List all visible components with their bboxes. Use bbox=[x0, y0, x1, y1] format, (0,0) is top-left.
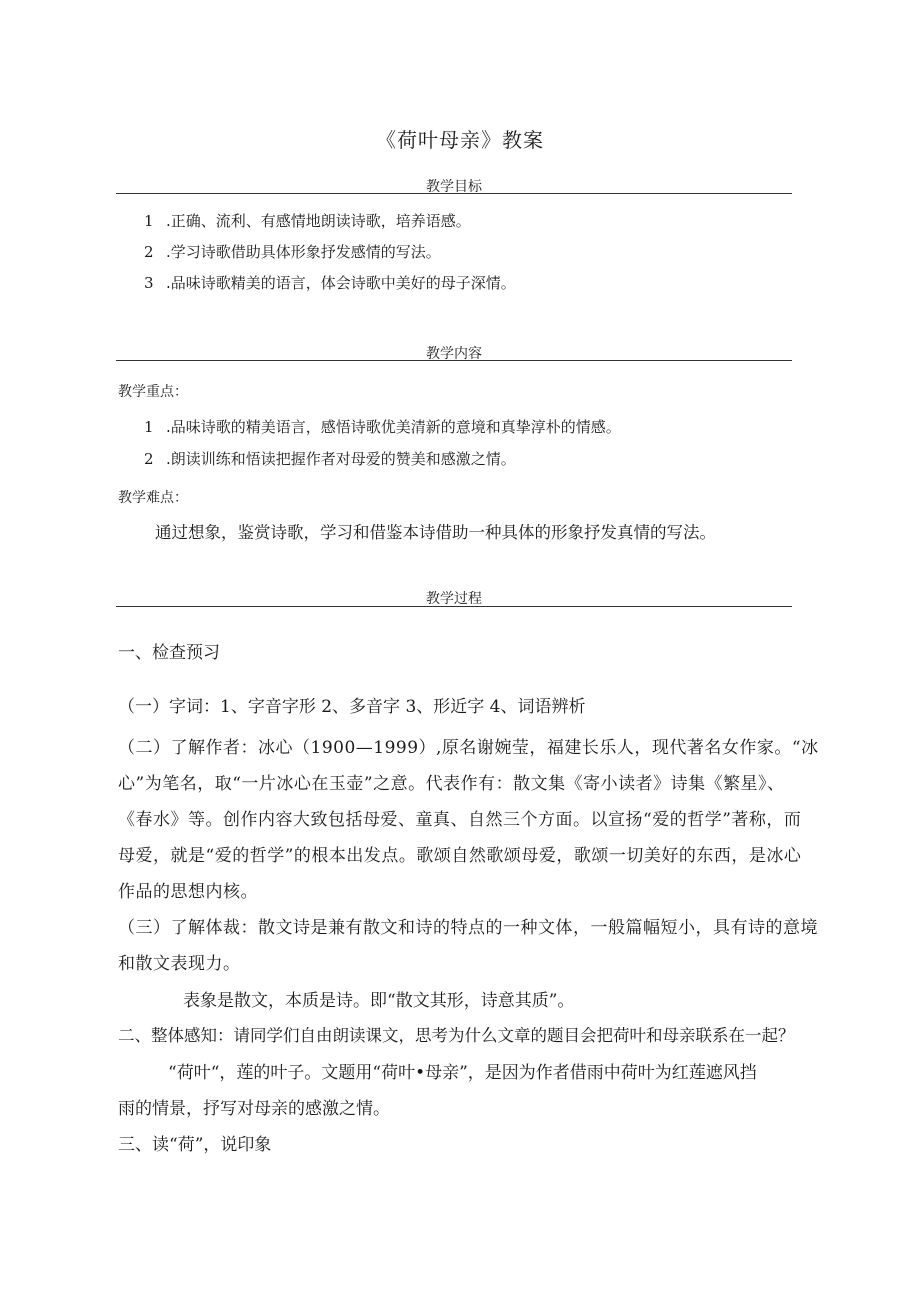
author-paragraph-line: 心”为笔名，取“一片冰心在玉壶”之意。代表作有：散文集《寄小读者》诗集《繁星》、 bbox=[118, 774, 785, 794]
step-1-heading: 一、检查预习 bbox=[118, 643, 220, 663]
objective-item bbox=[144, 210, 471, 231]
key-point-item bbox=[144, 448, 516, 469]
objective-item bbox=[144, 241, 441, 262]
item-number: 1 bbox=[144, 212, 154, 230]
author-paragraph-line: 母爱，就是“爱的哲学”的根本出发点。歌颂自然歌颂母爱，歌颂一切美好的东西，是冰心 bbox=[118, 846, 802, 866]
objective-item bbox=[144, 272, 516, 293]
step-2-heading: 二、整体感知：请同学们自由朗读课文，思考为什么文章的题目会把荷叶和母亲联系在一起？ bbox=[118, 1026, 795, 1045]
item-number: 2 bbox=[144, 450, 154, 468]
title-explanation-line: 雨的情景，抒写对母亲的感激之情。 bbox=[118, 1099, 390, 1119]
author-paragraph-line: 作品的思想内核。 bbox=[118, 882, 258, 902]
author-paragraph-line: 《春水》等。创作内容大致包括母爱、童真、自然三个方面。以宣扬“爱的哲学”著称，而 bbox=[118, 810, 802, 830]
section-heading-objectives: 教学目标 bbox=[426, 179, 482, 195]
item-text: .品味诗歌精美的语言，体会诗歌中美好的母子深情。 bbox=[166, 274, 516, 292]
genre-paragraph-line: 和散文表现力。 bbox=[118, 954, 241, 974]
section-divider bbox=[116, 606, 792, 607]
section-heading-process: 教学过程 bbox=[426, 591, 482, 607]
vocab-paragraph: （一）字词：1、字音字形 2、多音字 3、形近字 4、词语辨析 bbox=[118, 697, 586, 717]
section-divider bbox=[116, 360, 792, 361]
key-points-label: 教学重点： bbox=[118, 384, 188, 400]
title-explanation-line: “荷叶“，莲的叶子。文题用“荷叶•母亲”，是因为作者借雨中荷叶为红莲遮风挡 bbox=[168, 1063, 757, 1083]
genre-summary: 表象是散文，本质是诗。即“散文其形，诗意其质”。 bbox=[183, 991, 575, 1011]
difficult-points-label: 教学难点： bbox=[118, 490, 188, 506]
genre-paragraph-line: （三）了解体裁：散文诗是兼有散文和诗的特点的一种文体，一般篇幅短小，具有诗的意境 bbox=[118, 918, 818, 938]
page-title: 《荷叶母亲》教案 bbox=[376, 128, 544, 152]
author-paragraph-line: （二）了解作者：冰心（1900—1999）,原名谢婉莹，福建长乐人，现代著名女作家。“冰 bbox=[118, 738, 819, 758]
difficult-points-text: 通过想象，鉴赏诗歌，学习和借鉴本诗借助一种具体的形象抒发真情的写法。 bbox=[155, 523, 716, 542]
key-point-item bbox=[144, 416, 621, 437]
item-number: 1 bbox=[144, 418, 154, 436]
item-number: 2 bbox=[144, 243, 154, 261]
item-text: .品味诗歌的精美语言，感悟诗歌优美清新的意境和真挚淳朴的情感。 bbox=[166, 418, 621, 436]
item-number: 3 bbox=[144, 274, 154, 292]
section-divider bbox=[116, 193, 792, 194]
item-text: .学习诗歌借助具体形象抒发感情的写法。 bbox=[166, 243, 441, 261]
item-text: .正确、流利、有感情地朗读诗歌，培养语感。 bbox=[166, 212, 471, 230]
item-text: .朗读训练和悟读把握作者对母爱的赞美和感激之情。 bbox=[166, 450, 516, 468]
step-3-heading: 三、读“荷”，说印象 bbox=[118, 1135, 272, 1155]
section-heading-content: 教学内容 bbox=[426, 346, 482, 362]
